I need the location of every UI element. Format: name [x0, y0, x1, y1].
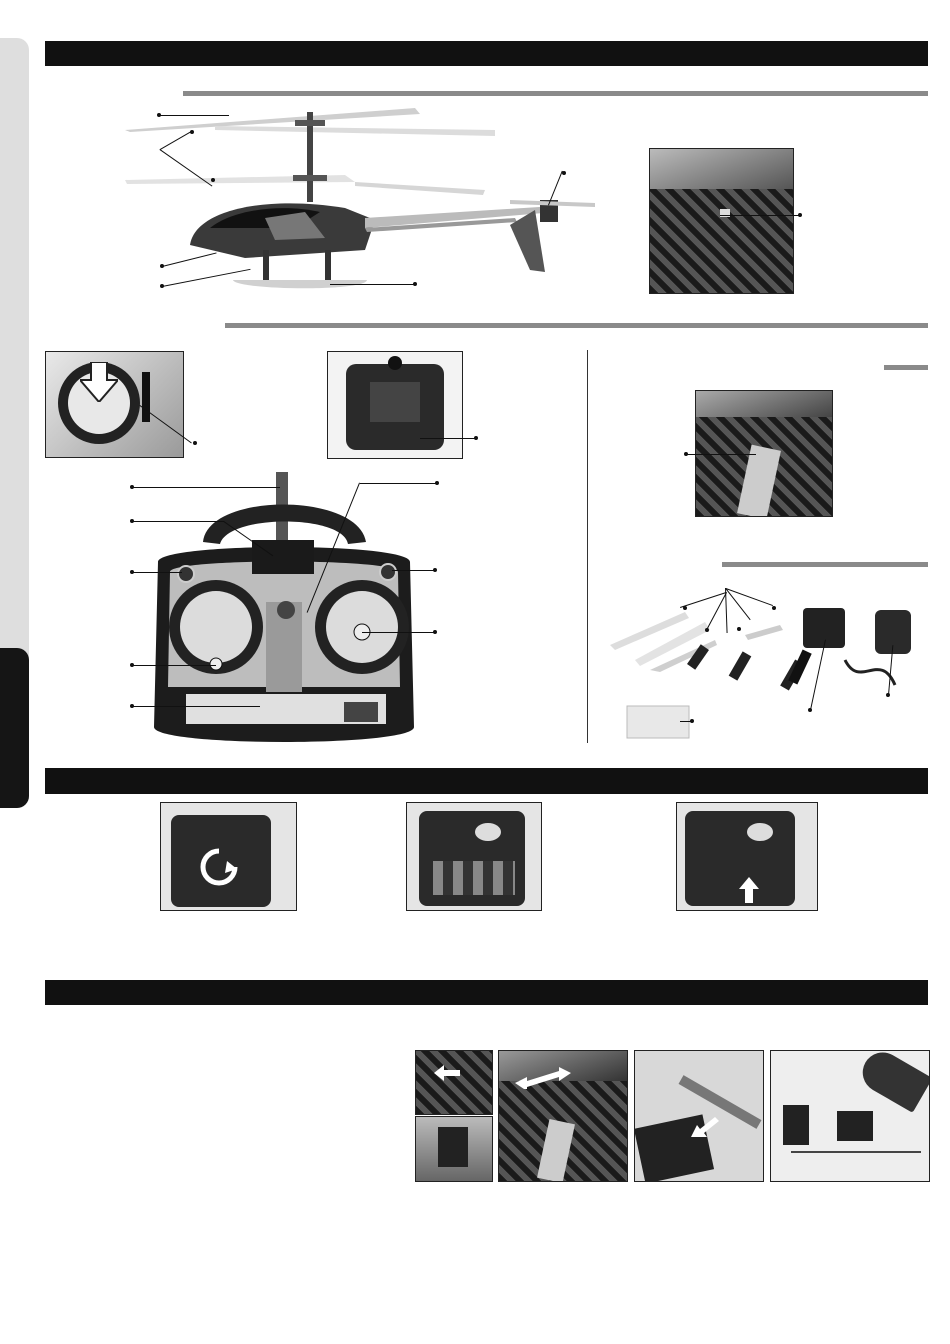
helicopter-figure [115, 100, 605, 300]
rule-trim [884, 365, 928, 370]
section-bar-2 [45, 768, 928, 794]
rule-accessories [722, 562, 928, 567]
photo-charge-plug [498, 1050, 628, 1182]
column-divider [587, 350, 588, 743]
accessories-figure [605, 590, 930, 740]
photo-battery-step-3 [676, 802, 818, 911]
transmitter-figure [148, 472, 420, 754]
rule-heli [183, 91, 928, 96]
photo-charge-socket [415, 1116, 493, 1182]
photo-throttle-stick [45, 351, 184, 458]
side-tab-active [0, 648, 29, 808]
photo-battery-step-1 [160, 802, 297, 911]
photo-charge-setup [770, 1050, 930, 1182]
photo-heli-switch [649, 148, 794, 294]
photo-charge-switch [415, 1050, 493, 1115]
photo-charge-connector [634, 1050, 764, 1182]
section-bar-1 [45, 41, 928, 66]
rule-tx [225, 323, 928, 328]
photo-battery-step-2 [406, 802, 542, 911]
photo-tx-back [327, 351, 463, 459]
section-bar-3 [45, 980, 928, 1005]
